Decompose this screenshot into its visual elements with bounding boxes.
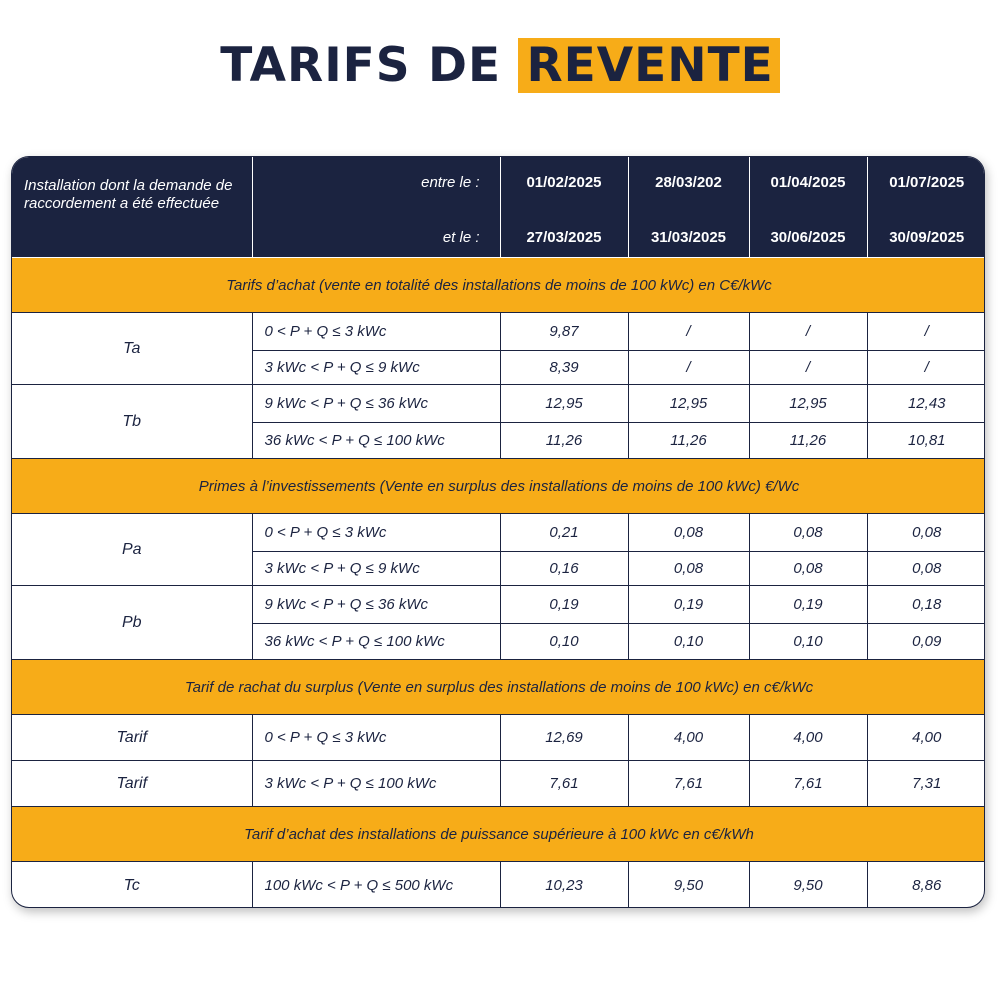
period-header [500, 157, 628, 258]
tariff-value: 0,19 [628, 586, 749, 624]
table-body [12, 258, 985, 909]
tariff-value: 0,08 [749, 552, 867, 586]
tariff-value: / [867, 351, 985, 385]
tariff-table-card [11, 156, 985, 908]
title-highlight: REVENTE [518, 38, 779, 93]
tariff-value: 12,69 [500, 715, 628, 761]
header-row [12, 157, 985, 258]
tariff-value: / [749, 313, 867, 351]
tariff-value: 12,95 [749, 385, 867, 423]
table-row [12, 313, 985, 351]
tariff-value: / [749, 351, 867, 385]
tariff-value: 7,31 [867, 761, 985, 807]
tariff-value: 0,08 [867, 514, 985, 552]
table-row [12, 586, 985, 624]
tariff-value: 9,87 [500, 313, 628, 351]
period-to: 31/03/2025 [650, 229, 727, 246]
tariff-value: 8,39 [500, 351, 628, 385]
power-range: 3 kWc < P + Q ≤ 9 kWc [252, 552, 500, 586]
section-title: Tarifs d’achat (vente en totalité des installations de moins de 100 kWc) en C€/kWc [12, 258, 985, 313]
tariff-value: 0,10 [628, 624, 749, 660]
period-to: 27/03/2025 [526, 229, 602, 246]
tariff-value: 7,61 [628, 761, 749, 807]
tariff-value: 10,81 [867, 423, 985, 459]
tariff-value: 0,08 [628, 514, 749, 552]
tariff-value: 0,19 [749, 586, 867, 624]
section-title: Tarif de rachat du surplus (Vente en surplus des installations de moins de 100 kWc) en c€/kWc [12, 660, 985, 715]
power-range: 3 kWc < P + Q ≤ 9 kWc [252, 351, 500, 385]
section-header-row [12, 459, 985, 514]
power-range: 9 kWc < P + Q ≤ 36 kWc [252, 586, 500, 624]
page-title [0, 38, 1000, 94]
table-row [12, 385, 985, 423]
tariff-value: 0,18 [867, 586, 985, 624]
tariff-value: 11,26 [628, 423, 749, 459]
table-row [12, 761, 985, 807]
tariff-value: 10,23 [500, 862, 628, 909]
entre-label: entre le : [421, 174, 480, 191]
tariff-value: / [867, 313, 985, 351]
period-from: 28/03/202 [655, 174, 722, 191]
row-group-label: Tb [12, 385, 252, 459]
tariff-value: 0,08 [867, 552, 985, 586]
period-from: 01/07/2025 [889, 174, 965, 191]
tariff-value: 0,10 [749, 624, 867, 660]
tariff-value: 0,08 [628, 552, 749, 586]
power-range: 9 kWc < P + Q ≤ 36 kWc [252, 385, 500, 423]
power-range: 36 kWc < P + Q ≤ 100 kWc [252, 624, 500, 660]
tariff-value: 8,86 [867, 862, 985, 909]
tariff-value: 12,95 [500, 385, 628, 423]
section-header-row [12, 258, 985, 313]
et-label: et le : [442, 229, 480, 246]
row-group-label: Pb [12, 586, 252, 660]
tariff-value: 7,61 [500, 761, 628, 807]
row-group-label: Pa [12, 514, 252, 586]
tariff-value: 0,08 [749, 514, 867, 552]
section-header-row [12, 807, 985, 862]
tariff-value: 0,21 [500, 514, 628, 552]
tariff-value: 0,19 [500, 586, 628, 624]
power-range: 0 < P + Q ≤ 3 kWc [252, 715, 500, 761]
tariff-value: 0,09 [867, 624, 985, 660]
section-header-row [12, 660, 985, 715]
table-row [12, 862, 985, 909]
row-group-label: Tc [12, 862, 252, 909]
tariff-value: 7,61 [749, 761, 867, 807]
tariff-table [12, 157, 985, 908]
power-range: 36 kWc < P + Q ≤ 100 kWc [252, 423, 500, 459]
tariff-value: / [628, 313, 749, 351]
tariff-value: 9,50 [628, 862, 749, 909]
tariff-value: 4,00 [628, 715, 749, 761]
installation-label: Installation dont la demande de raccordement a été effectuée [12, 157, 252, 258]
tariff-value: / [628, 351, 749, 385]
period-header [749, 157, 867, 258]
section-title: Tarif d’achat des installations de puissance supérieure à 100 kWc en c€/kWh [12, 807, 985, 862]
power-range: 0 < P + Q ≤ 3 kWc [252, 514, 500, 552]
table-row [12, 514, 985, 552]
period-to: 30/06/2025 [770, 229, 846, 246]
row-group-label: Ta [12, 313, 252, 385]
row-group-label: Tarif [12, 715, 252, 761]
tariff-value: 12,95 [628, 385, 749, 423]
power-range: 100 kWc < P + Q ≤ 500 kWc [252, 862, 500, 909]
tariff-value: 11,26 [749, 423, 867, 459]
table-row [12, 715, 985, 761]
date-labels-cell [252, 157, 500, 258]
period-to: 30/09/2025 [889, 229, 965, 246]
tariff-value: 11,26 [500, 423, 628, 459]
section-title: Primes à l’investissements (Vente en surplus des installations de moins de 100 kWc) €/Wc [12, 459, 985, 514]
tariff-value: 4,00 [867, 715, 985, 761]
power-range: 0 < P + Q ≤ 3 kWc [252, 313, 500, 351]
tariff-value: 4,00 [749, 715, 867, 761]
title-part1: TARIFS DE [220, 38, 519, 93]
period-header [628, 157, 749, 258]
period-header [867, 157, 985, 258]
tariff-value: 9,50 [749, 862, 867, 909]
tariff-value: 0,16 [500, 552, 628, 586]
period-from: 01/02/2025 [526, 174, 602, 191]
power-range: 3 kWc < P + Q ≤ 100 kWc [252, 761, 500, 807]
tariff-value: 12,43 [867, 385, 985, 423]
tariff-value: 0,10 [500, 624, 628, 660]
period-from: 01/04/2025 [770, 174, 846, 191]
row-group-label: Tarif [12, 761, 252, 807]
